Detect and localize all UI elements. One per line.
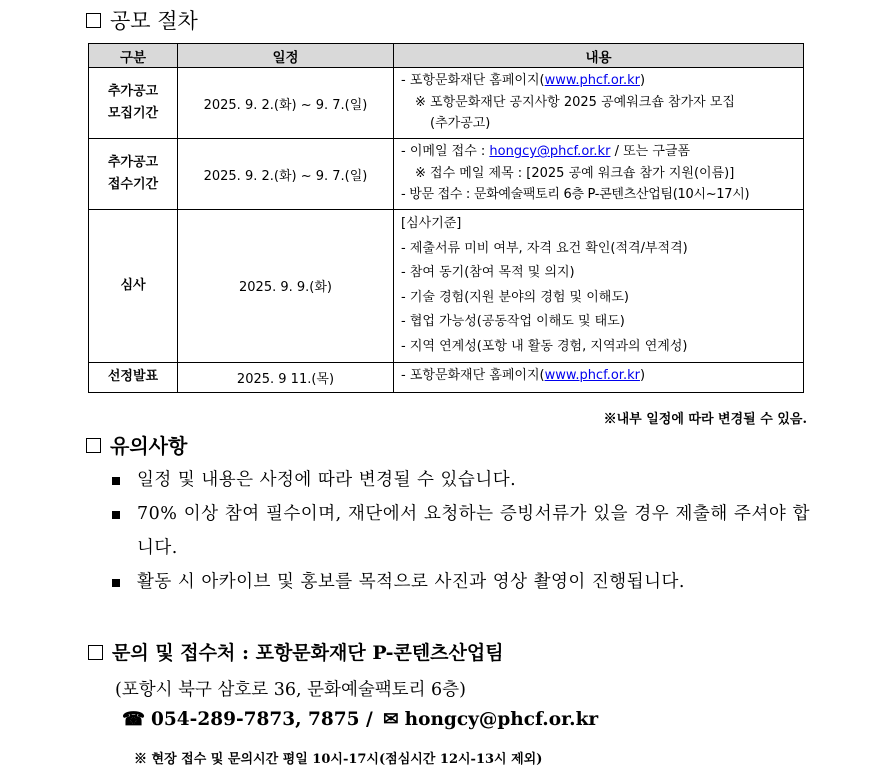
criteria-item: - 지역 연계성(포항 내 활동 경험, 지역과의 연계성) <box>401 338 688 354</box>
criteria-item: - 협업 가능성(공동작업 이해도 및 태도) <box>401 314 625 330</box>
content-text: ) <box>639 367 646 383</box>
checkbox-square-icon <box>88 645 103 660</box>
table-row <box>89 362 804 392</box>
section-notice-title-text: 유의사항 <box>110 434 188 458</box>
criteria-item: - 기술 경험(지원 분야의 경험 및 이해도) <box>401 289 629 305</box>
content-text: - 포항문화재단 홈페이지( <box>401 73 545 88</box>
criteria-title: [심사기준] <box>401 216 462 231</box>
criteria-item: - 참여 동기(참여 목적 및 의지) <box>401 265 575 281</box>
phone-number: 054-289-7873, 7875 / <box>151 709 373 730</box>
table-header-row <box>89 44 804 68</box>
contact-address: (포항시 북구 삼호로 36, 문화예술팩토리 6층) <box>115 680 466 700</box>
content-line: (추가공고) <box>430 116 491 131</box>
row-label-line: 모집기간 <box>107 106 159 121</box>
content-line: ※ 접수 메일 제목 : [2025 공예 워크숍 참가 지원(이름)] <box>415 165 735 181</box>
row-content <box>394 139 804 210</box>
row-label-line: 접수기간 <box>107 177 159 192</box>
table-row <box>89 139 804 210</box>
row-content <box>394 210 804 363</box>
row-label <box>89 139 178 210</box>
row-content <box>394 362 804 392</box>
list-item <box>110 565 810 599</box>
header-category: 구분 <box>89 44 178 68</box>
phone-icon: ☎ <box>122 709 146 730</box>
row-date: 2025. 9 11.(목) <box>178 362 394 392</box>
notice-list <box>110 463 810 599</box>
row-label <box>89 68 178 139</box>
list-item-text: 70% 이상 참여 필수이며, 재단에서 요청하는 증빙서류가 있을 경우 제출해 주셔야 합니다. <box>137 504 810 558</box>
content-text: - 포항문화재단 홈페이지( <box>401 367 545 383</box>
header-schedule: 일정 <box>178 44 394 68</box>
procedure-table <box>88 43 804 393</box>
list-item <box>110 497 810 565</box>
content-text: ) <box>639 73 646 88</box>
square-bullet-icon <box>112 511 120 519</box>
square-bullet-icon <box>112 579 120 587</box>
content-line <box>401 70 797 92</box>
content-line <box>401 365 797 387</box>
content-text: / 또는 구글폼 <box>610 144 691 159</box>
list-item <box>110 463 810 497</box>
contact-line <box>122 709 598 730</box>
checkbox-square-icon <box>86 438 101 453</box>
section-notice-title <box>86 430 187 459</box>
criteria-item: - 제출서류 미비 여부, 자격 요건 확인(적격/부적격) <box>401 240 688 256</box>
homepage-link[interactable]: www.phcf.or.kr <box>544 73 640 88</box>
header-content: 내용 <box>394 44 804 68</box>
section-procedure-title-text: 공모 절차 <box>110 9 198 33</box>
content-line <box>401 141 797 163</box>
section-procedure-title <box>86 5 198 35</box>
row-label-line: 추가공고 <box>107 155 159 170</box>
table-row <box>89 68 804 139</box>
schedule-change-note: ※내부 일정에 따라 변경될 수 있음. <box>603 412 807 427</box>
list-item-text: 활동 시 아카이브 및 홍보를 목적으로 사진과 영상 촬영이 진행됩니다. <box>137 572 685 592</box>
row-label: 심사 <box>89 210 178 363</box>
homepage-link[interactable]: www.phcf.or.kr <box>544 367 640 383</box>
row-date: 2025. 9. 9.(화) <box>178 210 394 363</box>
square-bullet-icon <box>112 477 120 485</box>
row-date: 2025. 9. 2.(화) ~ 9. 7.(일) <box>178 139 394 210</box>
content-line: ※ 포항문화재단 공지사항 2025 공예워크숍 참가자 모집 <box>415 94 735 110</box>
table-row <box>89 210 804 363</box>
content-text: - 이메일 접수 : <box>401 144 490 159</box>
checkbox-square-icon <box>86 13 101 28</box>
contact-email[interactable]: hongcy@phcf.or.kr <box>404 709 599 730</box>
contact-hours-note: ※ 현장 접수 및 문의시간 평일 10시-17시(점심시간 12시-13시 제외) <box>134 752 543 767</box>
content-line: - 방문 접수 : 문화예술팩토리 6층 P-콘텐츠산업팀(10시~17시) <box>401 187 750 202</box>
row-label-line: 추가공고 <box>107 84 159 99</box>
row-date: 2025. 9. 2.(화) ~ 9. 7.(일) <box>178 68 394 139</box>
list-item-text: 일정 및 내용은 사정에 따라 변경될 수 있습니다. <box>137 470 517 490</box>
email-link[interactable]: hongcy@phcf.or.kr <box>489 144 611 159</box>
row-label: 선정발표 <box>89 362 178 392</box>
contact-title <box>88 638 504 665</box>
envelope-icon: ✉ <box>383 709 399 730</box>
contact-title-text: 문의 및 접수처 : 포항문화재단 P-콘텐츠산업팀 <box>112 642 504 664</box>
row-content <box>394 68 804 139</box>
